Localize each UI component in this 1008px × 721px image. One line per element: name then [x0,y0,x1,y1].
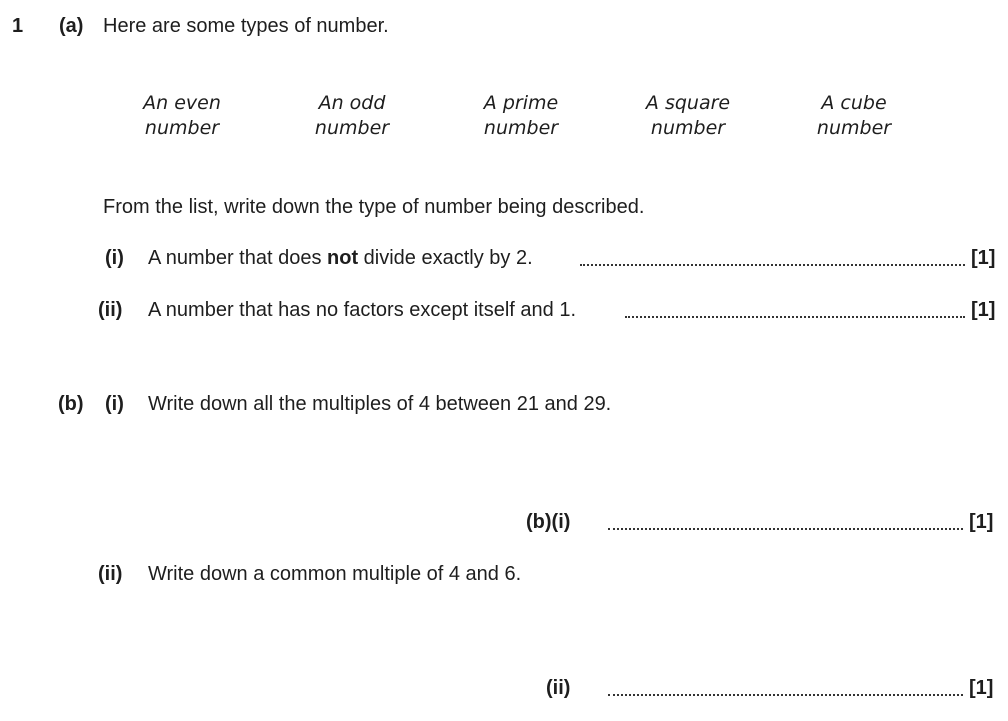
mark-b-i: [1] [969,511,994,533]
part-a-i-label: (i) [105,247,124,269]
number-type-cube: A cube number [816,92,892,139]
answer-line-a-ii[interactable] [625,316,965,318]
mark-a-ii: [1] [971,299,996,321]
part-b-ii-label: (ii) [98,563,123,585]
answer-line-b-i[interactable] [608,528,963,530]
part-b-label: (b) [58,393,84,415]
question-number: 1 [12,15,24,37]
number-type-odd: An odd number [314,92,390,139]
part-b-i-label: (i) [105,393,124,415]
part-a-label: (a) [59,15,84,37]
mark-a-i: [1] [971,247,996,269]
part-a-i-question: A number that does not divide exactly by 2. [148,247,533,269]
part-a-instruction: From the list, write down the type of number being described. [103,196,645,218]
number-type-even: An even number [143,92,221,139]
part-a-intro: Here are some types of number. [103,15,389,37]
mark-b-ii: [1] [969,677,994,699]
number-type-prime: A prime number [483,92,559,139]
answer-line-b-ii[interactable] [608,694,963,696]
part-a-ii-question: A number that has no factors except itself and 1. [148,299,577,321]
answer-label-b-i: (b)(i) [526,511,571,533]
part-b-i-question: Write down all the multiples of 4 between 21 and 29. [148,393,612,415]
part-a-ii-label: (ii) [98,299,123,321]
answer-line-a-i[interactable] [580,264,965,266]
number-type-square: A square number [645,92,731,139]
part-b-ii-question: Write down a common multiple of 4 and 6. [148,563,522,585]
answer-label-b-ii: (ii) [546,677,571,699]
